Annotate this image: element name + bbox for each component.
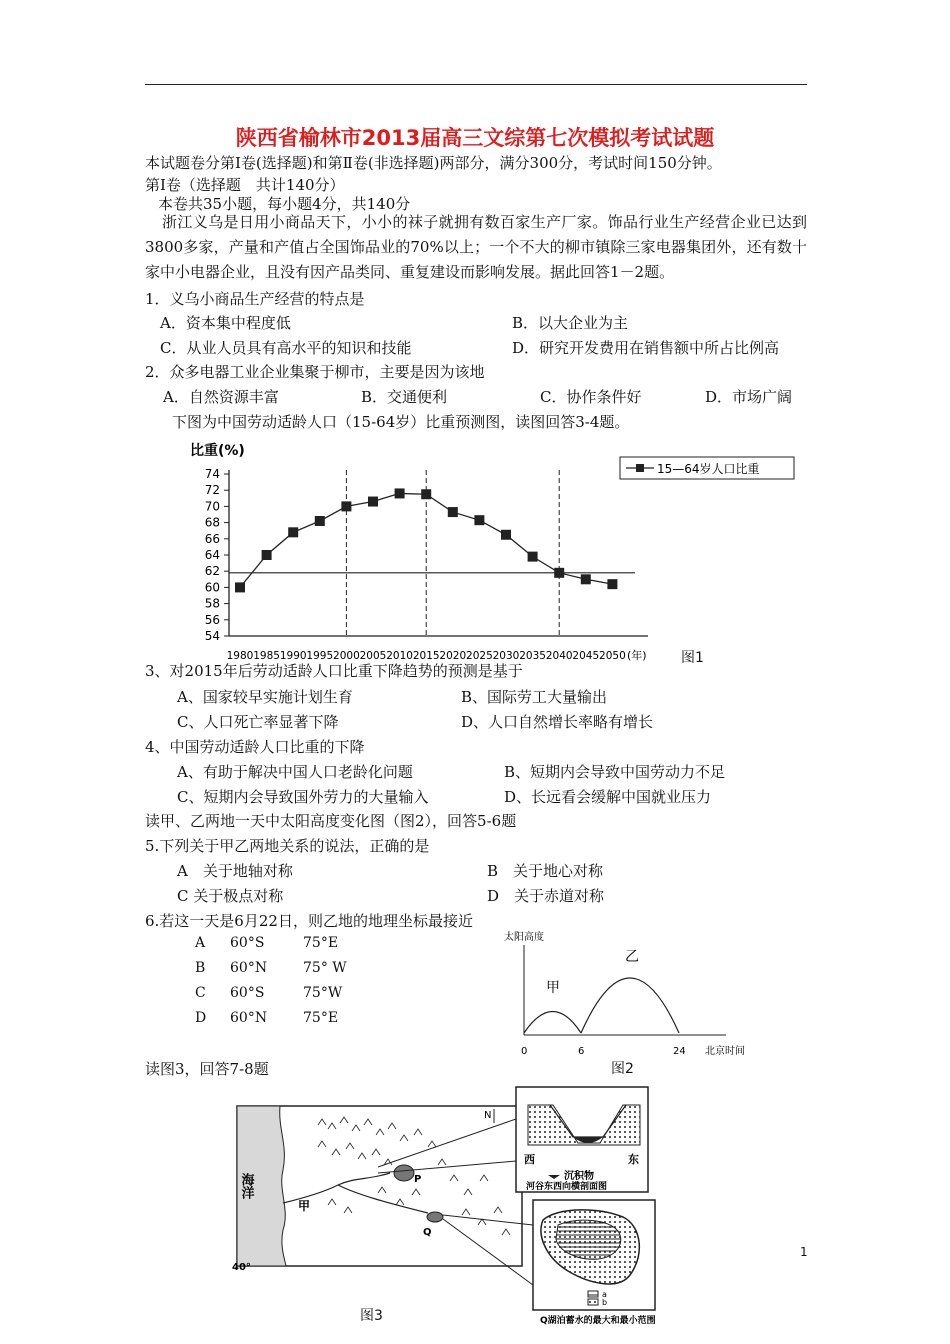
q1-stem: 1．义乌小商品生产经营的特点是 [145,290,365,308]
q6-option-a-letter: A [195,935,206,951]
map-latitude-label: 40° [232,1262,251,1273]
section-east-label: 东 [628,1153,639,1166]
document-title: 陕西省榆林市2013届高三文综第七次模拟考试试题 [235,126,715,150]
fig2-intro: 读甲、乙两地一天中太阳高度变化图（图2），回答5-6题 [145,812,517,830]
chart-y-tick-label: 72 [204,483,220,498]
chart-data-point [501,530,511,540]
sun-altitude-figure [500,925,770,1060]
q2-option-c: C．协作条件好 [540,388,642,406]
q6-option-b-letter: B [195,960,206,976]
chart-x-tick-label: 2030 [492,650,520,662]
map-q-label: Q [423,1227,432,1238]
chart-y-tick-label: 54 [204,629,220,643]
chart-x-tick-label: 2040 [545,650,573,662]
fig2-x-axis-title: 北京时间 [705,1046,745,1057]
map-p-label: P [414,1174,422,1185]
chart-y-tick-label: 58 [204,596,220,611]
chart-data-point [448,507,458,517]
chart-y-tick-label: 62 [204,564,220,579]
chart-y-tick-label: 60 [204,580,220,595]
q6-option-d-letter: D [195,1010,207,1026]
q6-stem: 6.若这一天是6月22日，则乙地的地理坐标最接近 [145,912,473,930]
chart-y-tick-label: 74 [204,467,220,481]
chart-x-tick-label: 2020 [439,650,467,662]
jia-altitude-curve [524,1012,581,1034]
q6-option-c-lat: 60°S [230,985,265,1001]
chart-y-tick-label: 66 [204,531,220,546]
chart-x-tick-label: 2045 [572,650,600,662]
section-sediment-label: 沉积物 [564,1171,594,1182]
chart-data-point [262,550,272,560]
q2-option-b: B．交通便利 [361,388,448,406]
chart-data-point [315,516,325,526]
chart-data-point [421,489,431,499]
fig1-intro: 下图为中国劳动适龄人口（15-64岁）比重预测图，读图回答3-4题。 [172,413,630,431]
fig2-caption: 图2 [611,1061,634,1077]
chart-legend-label: 15—64岁人口比重 [657,462,760,476]
intro-line-3: 本卷共35小题，每小题4分，共140分 [158,195,411,213]
q1-option-d: D．研究开发费用在销售额中所占比例高 [512,339,780,357]
q1-option-b: B．以大企业为主 [512,314,629,332]
chart-y-tick-label: 64 [204,548,220,562]
chart-data-point [554,568,564,578]
q6-option-c-letter: C [195,985,206,1001]
q6-option-c-lon: 75°W [303,985,343,1001]
chart-x-tick-label: 2010 [386,650,413,662]
legend-b-label: b [602,1298,608,1307]
section-title: 河谷东西向横剖面图 [526,1182,608,1192]
fig2-jia-label: 甲 [546,980,560,996]
yi-altitude-curve [581,978,679,1033]
q3-option-b: B、国际劳工大量输出 [461,688,608,706]
chart-x-tick-label: 1995 [306,650,334,662]
q2-stem: 2．众多电器工业企业集聚于柳市，主要是因为该地 [145,363,485,381]
q3-option-a: A、国家较早实施计划生育 [177,688,353,706]
chart-x-unit: (年) [627,649,647,662]
q6-option-b-lon: 75° W [303,960,347,976]
map-jia-label: 甲 [298,1199,311,1213]
q5-option-d: D 关于赤道对称 [487,887,605,905]
chart-y-tick-label: 68 [204,515,220,530]
map-north-label: N [484,1110,492,1121]
chart-data-point [341,501,351,511]
fig2-x-tick-6: 6 [578,1046,585,1057]
chart-data-point [581,574,591,584]
chart-x-tick-label: 2035 [519,650,546,662]
fig2-x-tick-24: 24 [673,1046,686,1057]
lake-valley-map-figure [228,1085,688,1330]
q2-option-d: D．市场广阔 [705,388,793,406]
map-sea-label: 海洋 [238,1173,254,1199]
section-west-label: 西 [524,1153,535,1166]
q4-option-c: C、短期内会导致国外劳力的大量输入 [177,788,429,806]
fig3-caption: 图3 [360,1308,383,1324]
chart-x-tick-label: 2000 [333,650,360,662]
q3-option-d: D、人口自然增长率略有增长 [461,713,654,731]
q4-option-b: B、短期内会导致中国劳动力不足 [504,763,726,781]
chart-x-tick-label: 1980 [226,650,254,662]
chart-data-point [368,497,378,507]
q3-stem: 3、对2015年后劳动适龄人口比重下降趋势的预测是基于 [145,662,523,680]
chart-data-point [235,582,245,592]
lake-q [427,1212,443,1222]
q3-option-c: C、人口死亡率显著下降 [177,713,339,731]
intro-line-2: 第Ⅰ卷（选择题 共计140分） [145,176,345,194]
q4-stem: 4、中国劳动适龄人口比重的下降 [145,738,365,756]
population-ratio-chart [180,432,760,670]
intro-line-1: 本试题卷分第Ⅰ卷(选择题)和第Ⅱ卷(非选择题)两部分，满分300分，考试时间150分钟。 [145,154,722,172]
fig3-intro: 读图3，回答7-8题 [145,1060,269,1078]
lake-p [394,1165,414,1181]
q6-option-d-lat: 60°N [230,1010,268,1026]
chart-x-tick-label: 2015 [412,650,440,662]
lake-inset-title: Q湖泊蓄水的最大和最小范围 [540,1316,656,1326]
q5-option-b: B 关于地心对称 [487,862,604,880]
chart-data-point [288,527,298,537]
chart-y-tick-label: 56 [204,612,220,627]
chart-x-tick-label: 2005 [359,650,387,662]
passage-1: 浙江义乌是日用小商品天下，小小的袜子就拥有数百家生产厂家。饰品行业生产经营企业已达到3800多家，产量和产值占全国饰品业的70%以上；一个不大的柳市镇除三家电器集团外，还有数十家中小电器企业，且没有因产品类同、重复建设而影响发展。据此回答1－2题。 [145,213,807,281]
q6-option-a-lon: 75°E [303,935,339,951]
chart-data-point [607,579,617,589]
q1-option-c: C．从业人员具有高水平的知识和技能 [160,339,412,357]
q6-option-a-lat: 60°S [230,935,265,951]
q5-stem: 5.下列关于甲乙两地关系的说法，正确的是 [145,837,430,855]
chart-data-point [528,552,538,562]
chart-legend [620,457,794,479]
q4-option-a: A、有助于解决中国人口老龄化问题 [177,763,413,781]
q2-option-a: A．自然资源丰富 [163,388,279,406]
fig2-y-axis-title: 太阳高度 [504,932,544,943]
q5-option-c: C 关于极点对称 [177,887,284,905]
legend-a-label: a [602,1290,607,1299]
header-rule [145,84,807,85]
chart-y-axis-title: 比重(%) [190,443,245,459]
q6-option-d-lon: 75°E [303,1010,339,1026]
chart-data-point [395,488,405,498]
page-number: 1 [800,1245,808,1259]
fig2-x-tick-0: 0 [521,1046,528,1057]
chart-x-tick-label: 2050 [599,650,626,662]
fig1-caption: 图1 [681,650,704,666]
chart-x-tick-label: 1990 [279,650,307,662]
q4-option-d: D、长远看会缓解中国就业压力 [504,788,712,806]
q6-option-b-lat: 60°N [230,960,268,976]
chart-x-tick-label: 1985 [253,650,280,662]
q5-option-a: A 关于地轴对称 [177,862,293,880]
chart-y-tick-label: 70 [204,499,220,514]
fig2-yi-label: 乙 [625,949,639,965]
chart-x-tick-label: 2025 [466,650,493,662]
q1-option-a: A．资本集中程度低 [160,314,291,332]
chart-data-point [474,515,484,525]
